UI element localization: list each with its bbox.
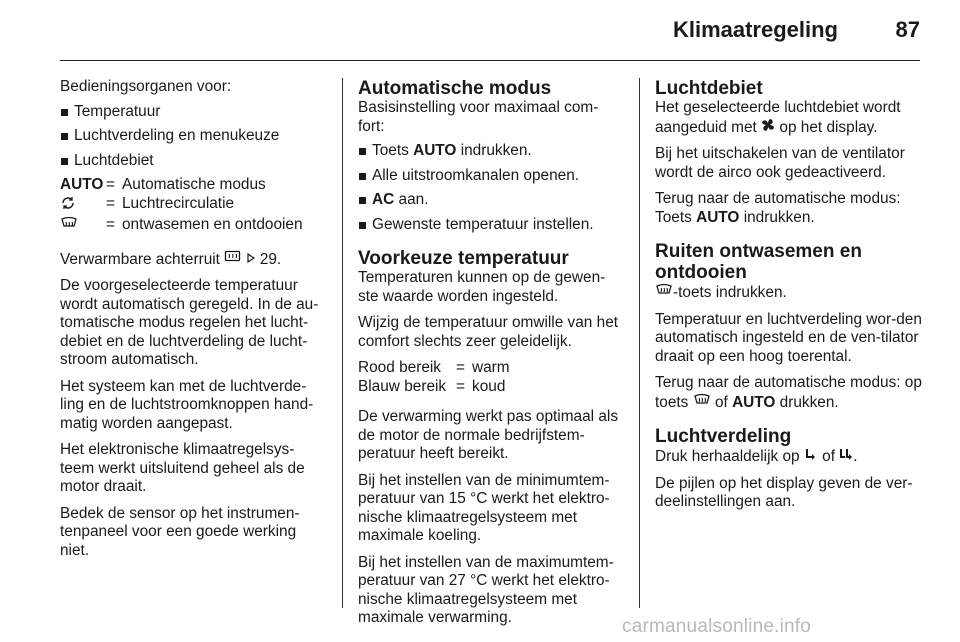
def-term: Rood bereik: [358, 359, 441, 376]
paragraph: Bedek de sensor op het instrumen-tenpaneel voor een goede werking niet.: [60, 504, 300, 559]
bullet-text: indrukken.: [460, 142, 532, 159]
fan-icon: [761, 118, 775, 138]
ac-key-label: AC: [372, 191, 395, 208]
paragraph: Het elektronische klimaatregelsys-teem werkt uitsluitend geheel als de motor draait.: [60, 441, 305, 495]
paragraph: Bij het instellen van de maximumtem-peratuur van 27 °C werkt het elektro-nische klimaatregelsysteem met maximale verwarming.: [358, 553, 614, 626]
page-reference-icon: [246, 251, 256, 270]
bullet-item: Gewenste temperatuur instellen.: [358, 216, 623, 235]
subtitle-text: Het geselecteerde luchtdebiet wordt aangeduid met: [655, 99, 901, 136]
section-subtitle: [655, 447, 925, 467]
paragraph: Bij het uitschakelen van de ventilator wordt de airco ook gedeactiveerd.: [655, 145, 905, 181]
bullet-text: aan.: [398, 191, 429, 208]
definition-row: [60, 195, 325, 217]
paragraph: De pijlen op het display geven de ver-deelinstellingen aan.: [655, 474, 913, 510]
paragraph-text: Terug naar de automatische modus: Toets: [655, 190, 901, 226]
definition-row: [358, 359, 623, 378]
section-subtitle: Temperaturen kunnen op de gewen-ste waarde worden ingesteld.: [358, 269, 606, 305]
subtitle-text: -toets indrukken.: [673, 284, 787, 301]
def-equals: =: [106, 194, 115, 212]
section-subtitle: [655, 283, 925, 303]
page-number: 87: [895, 17, 920, 42]
def-equals: =: [106, 176, 115, 193]
section-heading-distribution: Luchtverdeling: [655, 426, 792, 447]
paragraph: De voorgeselecteerde temperatuur wordt automatisch geregeld. In de au-tomatische modus regelen het lucht-debiet en de luchtverdeling de lucht-stroom automatisch.: [60, 277, 319, 368]
page-header: [60, 0, 920, 61]
subtitle-text: of: [822, 448, 835, 465]
section-heading-temp: Voorkeuze temperatuur: [358, 248, 569, 269]
definition-list: [358, 359, 623, 396]
paragraph: Wijzig de temperatuur omwille van het comfort slechts zeer geleidelijk.: [358, 314, 619, 350]
def-equals: =: [106, 216, 115, 233]
intro-text: Bedieningsorganen voor:: [60, 78, 232, 95]
def-equals: =: [456, 377, 465, 395]
watermark: carmanualsonline.info: [622, 616, 812, 637]
def-term: AUTO: [60, 176, 104, 193]
section-heading-airflow: Luchtdebiet: [655, 78, 763, 99]
column-divider: [639, 78, 640, 608]
def-desc: warm: [472, 359, 510, 376]
bullet-item: Luchtdebiet: [60, 152, 325, 171]
bullet-item: [358, 142, 623, 161]
air-distribution-up-down-icon: [839, 447, 853, 467]
paragraph: [655, 190, 925, 227]
section-subtitle: [655, 99, 925, 137]
section-heading-auto: Automatische modus: [358, 78, 552, 99]
section-subtitle: Basisinstelling voor maximaal com-fort:: [358, 99, 599, 135]
def-term: Blauw bereik: [358, 377, 447, 395]
section-heading-defrost: Ruiten ontwasemen en ontdooien: [655, 241, 862, 283]
paragraph: De verwarming werkt pas optimaal als de motor de normale bedrijfstem-peratuur heeft bereikt.: [358, 408, 619, 462]
column-3: [655, 78, 925, 520]
paragraph: Temperatuur en luchtverdeling wor-den automatisch ingesteld en de ven-tilator draait op een hoog toerental.: [655, 310, 922, 365]
rear-heat-label: Verwarmbare achterruit: [60, 250, 220, 268]
auto-key-label: AUTO: [696, 208, 740, 226]
definition-row: [358, 378, 623, 397]
subtitle-text: Druk herhaaldelijk op: [655, 448, 800, 465]
def-desc: Automatische modus: [122, 176, 266, 193]
windscreen-defrost-icon: [60, 216, 106, 238]
bullet-text: Toets: [372, 142, 409, 159]
auto-key-label: AUTO: [732, 393, 776, 411]
page-reference: 29.: [259, 250, 282, 268]
column-2: [358, 78, 623, 636]
subtitle-text: .: [853, 448, 858, 465]
def-desc: ontwasemen en ontdooien: [122, 216, 303, 233]
definition-list: [60, 176, 325, 238]
bullet-item: [358, 191, 623, 210]
paragraph-text: drukken.: [779, 393, 839, 411]
rear-window-heating-icon: [224, 250, 241, 270]
paragraph-text: of: [714, 393, 728, 411]
paragraph: Bij het instellen van de minimumtem-peratuur van 15 °C werkt het elektro-nische klimaatregelsysteem met maximale koeling.: [358, 471, 610, 544]
air-distribution-down-icon: [804, 447, 818, 467]
subtitle-text: op het display.: [779, 118, 878, 136]
definition-row: [60, 216, 325, 238]
windscreen-defrost-icon: [655, 283, 673, 303]
paragraph: [655, 374, 925, 412]
definition-row: [60, 176, 325, 195]
paragraph: Het systeem kan met de luchtverde-ling en de luchtstroomknoppen hand-matig worden aangepast.: [60, 377, 314, 432]
column-divider: [342, 78, 343, 608]
auto-key-label: AUTO: [413, 142, 457, 159]
paragraph-text: indrukken.: [743, 208, 815, 226]
recirculation-icon: [60, 195, 106, 217]
def-desc: koud: [472, 377, 506, 395]
rear-heat-text: [60, 250, 325, 270]
bullet-item: Temperatuur: [60, 103, 325, 122]
windscreen-defrost-icon: [693, 393, 711, 413]
def-desc: Luchtrecirculatie: [122, 194, 235, 212]
paragraph-text: Terug naar de automatische modus: op toets: [655, 374, 922, 411]
page-title: Klimaatregeling: [672, 17, 838, 42]
def-equals: =: [456, 359, 465, 376]
bullet-item: Luchtverdeling en menukeuze: [60, 127, 325, 146]
column-1: [60, 78, 325, 568]
bullet-item: Alle uitstroomkanalen openen.: [358, 167, 623, 186]
